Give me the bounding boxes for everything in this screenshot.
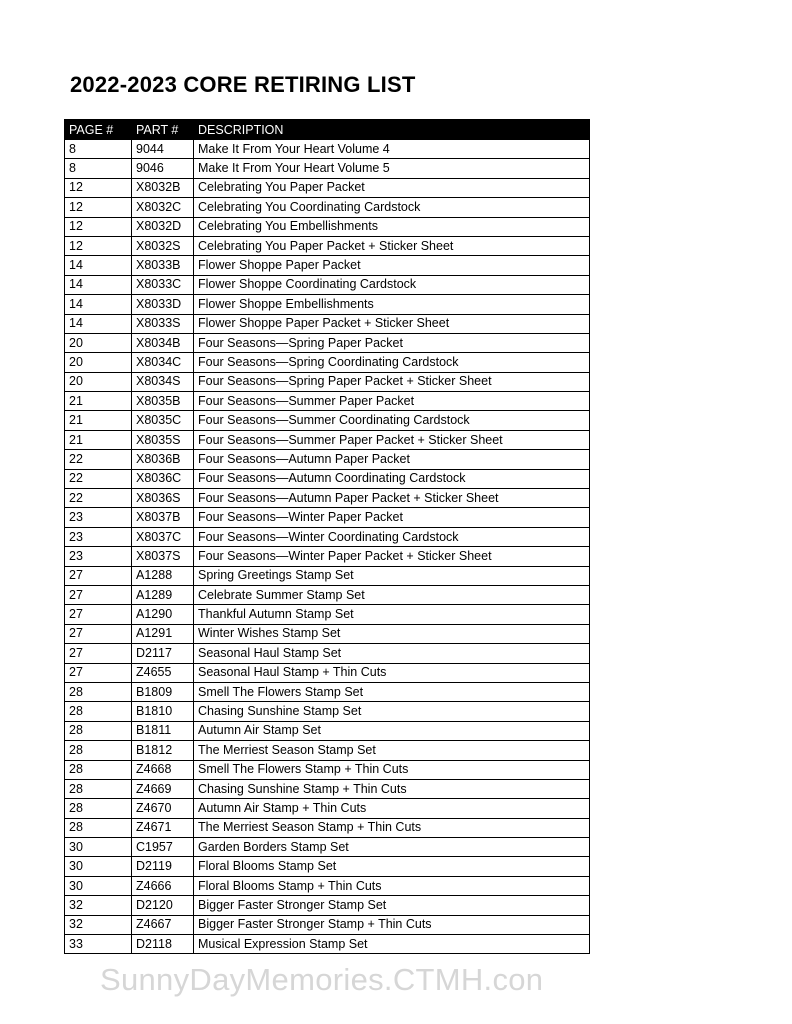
cell-description: Four Seasons—Autumn Paper Packet + Sticker Sheet bbox=[194, 489, 590, 508]
cell-page: 28 bbox=[65, 818, 132, 837]
cell-description: Make It From Your Heart Volume 5 bbox=[194, 159, 590, 178]
cell-page: 23 bbox=[65, 508, 132, 527]
cell-description: Four Seasons—Autumn Coordinating Cardstock bbox=[194, 469, 590, 488]
table-row bbox=[65, 217, 590, 236]
cell-page: 27 bbox=[65, 566, 132, 585]
table-row bbox=[65, 392, 590, 411]
cell-description: Smell The Flowers Stamp Set bbox=[194, 682, 590, 701]
cell-part: Z4668 bbox=[132, 760, 194, 779]
cell-description: Autumn Air Stamp Set bbox=[194, 721, 590, 740]
cell-part: X8035C bbox=[132, 411, 194, 430]
cell-page: 14 bbox=[65, 256, 132, 275]
cell-page: 28 bbox=[65, 779, 132, 798]
cell-part: D2118 bbox=[132, 935, 194, 954]
table-row bbox=[65, 469, 590, 488]
cell-page: 28 bbox=[65, 721, 132, 740]
table-row bbox=[65, 256, 590, 275]
cell-description: Bigger Faster Stronger Stamp + Thin Cuts bbox=[194, 915, 590, 934]
cell-description: Four Seasons—Winter Paper Packet + Sticker Sheet bbox=[194, 547, 590, 566]
table-row bbox=[65, 799, 590, 818]
table-row bbox=[65, 178, 590, 197]
table-row bbox=[65, 353, 590, 372]
cell-description: Spring Greetings Stamp Set bbox=[194, 566, 590, 585]
cell-page: 33 bbox=[65, 935, 132, 954]
cell-part: 9046 bbox=[132, 159, 194, 178]
table-row bbox=[65, 372, 590, 391]
cell-part: X8037B bbox=[132, 508, 194, 527]
cell-part: X8035S bbox=[132, 430, 194, 449]
table-row bbox=[65, 489, 590, 508]
table-row bbox=[65, 702, 590, 721]
cell-page: 30 bbox=[65, 876, 132, 895]
cell-description: Four Seasons—Summer Paper Packet + Sticker Sheet bbox=[194, 430, 590, 449]
cell-description: The Merriest Season Stamp Set bbox=[194, 741, 590, 760]
cell-page: 28 bbox=[65, 741, 132, 760]
cell-description: Celebrating You Paper Packet + Sticker Sheet bbox=[194, 236, 590, 255]
cell-description: The Merriest Season Stamp + Thin Cuts bbox=[194, 818, 590, 837]
cell-part: B1811 bbox=[132, 721, 194, 740]
column-header-page: PAGE # bbox=[65, 120, 132, 140]
cell-part: Z4667 bbox=[132, 915, 194, 934]
cell-description: Four Seasons—Spring Paper Packet + Sticker Sheet bbox=[194, 372, 590, 391]
cell-page: 20 bbox=[65, 372, 132, 391]
cell-page: 23 bbox=[65, 527, 132, 546]
cell-description: Four Seasons—Winter Paper Packet bbox=[194, 508, 590, 527]
cell-page: 28 bbox=[65, 682, 132, 701]
cell-page: 12 bbox=[65, 178, 132, 197]
table-row bbox=[65, 430, 590, 449]
cell-description: Flower Shoppe Paper Packet bbox=[194, 256, 590, 275]
cell-description: Chasing Sunshine Stamp + Thin Cuts bbox=[194, 779, 590, 798]
cell-page: 21 bbox=[65, 411, 132, 430]
cell-description: Four Seasons—Summer Coordinating Cardstock bbox=[194, 411, 590, 430]
cell-part: A1288 bbox=[132, 566, 194, 585]
header-row bbox=[65, 120, 590, 140]
table-row bbox=[65, 566, 590, 585]
cell-description: Flower Shoppe Coordinating Cardstock bbox=[194, 275, 590, 294]
table-row bbox=[65, 275, 590, 294]
cell-description: Celebrate Summer Stamp Set bbox=[194, 585, 590, 604]
cell-description: Four Seasons—Winter Coordinating Cardstock bbox=[194, 527, 590, 546]
cell-description: Autumn Air Stamp + Thin Cuts bbox=[194, 799, 590, 818]
cell-part: X8035B bbox=[132, 392, 194, 411]
cell-part: Z4666 bbox=[132, 876, 194, 895]
cell-page: 32 bbox=[65, 915, 132, 934]
cell-description: Smell The Flowers Stamp + Thin Cuts bbox=[194, 760, 590, 779]
table-row bbox=[65, 605, 590, 624]
cell-page: 14 bbox=[65, 295, 132, 314]
cell-page: 28 bbox=[65, 760, 132, 779]
cell-description: Thankful Autumn Stamp Set bbox=[194, 605, 590, 624]
cell-part: X8036C bbox=[132, 469, 194, 488]
cell-page: 14 bbox=[65, 314, 132, 333]
table-row bbox=[65, 314, 590, 333]
cell-description: Flower Shoppe Paper Packet + Sticker Sheet bbox=[194, 314, 590, 333]
cell-description: Celebrating You Paper Packet bbox=[194, 178, 590, 197]
table-body bbox=[65, 140, 590, 954]
cell-page: 32 bbox=[65, 896, 132, 915]
cell-page: 27 bbox=[65, 663, 132, 682]
cell-page: 27 bbox=[65, 644, 132, 663]
cell-description: Chasing Sunshine Stamp Set bbox=[194, 702, 590, 721]
cell-description: Four Seasons—Summer Paper Packet bbox=[194, 392, 590, 411]
cell-page: 30 bbox=[65, 857, 132, 876]
cell-part: X8033B bbox=[132, 256, 194, 275]
cell-page: 14 bbox=[65, 275, 132, 294]
cell-page: 12 bbox=[65, 198, 132, 217]
table-row bbox=[65, 236, 590, 255]
table-row bbox=[65, 547, 590, 566]
table-header bbox=[65, 120, 590, 140]
cell-page: 20 bbox=[65, 333, 132, 352]
cell-part: A1290 bbox=[132, 605, 194, 624]
cell-page: 28 bbox=[65, 702, 132, 721]
cell-part: X8033D bbox=[132, 295, 194, 314]
table-row bbox=[65, 527, 590, 546]
cell-description: Celebrating You Coordinating Cardstock bbox=[194, 198, 590, 217]
cell-part: X8033S bbox=[132, 314, 194, 333]
table-row bbox=[65, 140, 590, 159]
cell-page: 22 bbox=[65, 489, 132, 508]
page-title: 2022-2023 CORE RETIRING LIST bbox=[70, 72, 416, 97]
cell-page: 8 bbox=[65, 159, 132, 178]
cell-page: 27 bbox=[65, 585, 132, 604]
cell-part: Z4669 bbox=[132, 779, 194, 798]
cell-page: 30 bbox=[65, 838, 132, 857]
cell-part: X8034C bbox=[132, 353, 194, 372]
table-row bbox=[65, 896, 590, 915]
cell-part: Z4671 bbox=[132, 818, 194, 837]
cell-page: 22 bbox=[65, 450, 132, 469]
cell-part: B1810 bbox=[132, 702, 194, 721]
table-row bbox=[65, 333, 590, 352]
cell-page: 21 bbox=[65, 392, 132, 411]
table-row bbox=[65, 760, 590, 779]
table-row bbox=[65, 585, 590, 604]
cell-part: X8034B bbox=[132, 333, 194, 352]
cell-description: Floral Blooms Stamp + Thin Cuts bbox=[194, 876, 590, 895]
cell-part: B1812 bbox=[132, 741, 194, 760]
table-row bbox=[65, 818, 590, 837]
cell-description: Floral Blooms Stamp Set bbox=[194, 857, 590, 876]
cell-description: Four Seasons—Spring Coordinating Cardstock bbox=[194, 353, 590, 372]
cell-part: X8032S bbox=[132, 236, 194, 255]
cell-description: Musical Expression Stamp Set bbox=[194, 935, 590, 954]
cell-description: Flower Shoppe Embellishments bbox=[194, 295, 590, 314]
cell-part: D2119 bbox=[132, 857, 194, 876]
table-row bbox=[65, 779, 590, 798]
cell-part: X8033C bbox=[132, 275, 194, 294]
cell-description: Winter Wishes Stamp Set bbox=[194, 624, 590, 643]
cell-part: X8034S bbox=[132, 372, 194, 391]
cell-part: A1289 bbox=[132, 585, 194, 604]
cell-part: X8032C bbox=[132, 198, 194, 217]
cell-page: 21 bbox=[65, 430, 132, 449]
table-row bbox=[65, 450, 590, 469]
column-header-description: DESCRIPTION bbox=[194, 120, 590, 140]
cell-description: Celebrating You Embellishments bbox=[194, 217, 590, 236]
cell-part: A1291 bbox=[132, 624, 194, 643]
cell-page: 28 bbox=[65, 799, 132, 818]
table-row bbox=[65, 411, 590, 430]
table-row bbox=[65, 159, 590, 178]
cell-part: X8036B bbox=[132, 450, 194, 469]
cell-part: Z4670 bbox=[132, 799, 194, 818]
cell-page: 20 bbox=[65, 353, 132, 372]
cell-page: 27 bbox=[65, 624, 132, 643]
cell-part: 9044 bbox=[132, 140, 194, 159]
table-row bbox=[65, 741, 590, 760]
cell-description: Four Seasons—Spring Paper Packet bbox=[194, 333, 590, 352]
cell-part: X8032D bbox=[132, 217, 194, 236]
cell-part: Z4655 bbox=[132, 663, 194, 682]
cell-description: Seasonal Haul Stamp + Thin Cuts bbox=[194, 663, 590, 682]
cell-part: X8037S bbox=[132, 547, 194, 566]
cell-description: Four Seasons—Autumn Paper Packet bbox=[194, 450, 590, 469]
cell-part: D2120 bbox=[132, 896, 194, 915]
cell-description: Garden Borders Stamp Set bbox=[194, 838, 590, 857]
table-row bbox=[65, 644, 590, 663]
cell-description: Seasonal Haul Stamp Set bbox=[194, 644, 590, 663]
table-row bbox=[65, 198, 590, 217]
cell-part: X8037C bbox=[132, 527, 194, 546]
table-row bbox=[65, 663, 590, 682]
cell-page: 12 bbox=[65, 217, 132, 236]
table-row bbox=[65, 295, 590, 314]
cell-page: 23 bbox=[65, 547, 132, 566]
cell-page: 22 bbox=[65, 469, 132, 488]
cell-page: 8 bbox=[65, 140, 132, 159]
cell-page: 12 bbox=[65, 236, 132, 255]
table-row bbox=[65, 624, 590, 643]
watermark: SunnyDayMemories.CTMH.con bbox=[100, 962, 544, 997]
cell-description: Make It From Your Heart Volume 4 bbox=[194, 140, 590, 159]
table-row bbox=[65, 915, 590, 934]
table-row bbox=[65, 935, 590, 954]
cell-part: C1957 bbox=[132, 838, 194, 857]
retiring-list-table bbox=[64, 119, 590, 954]
cell-part: X8036S bbox=[132, 489, 194, 508]
column-header-part: PART # bbox=[132, 120, 194, 140]
cell-part: B1809 bbox=[132, 682, 194, 701]
table-row bbox=[65, 857, 590, 876]
cell-description: Bigger Faster Stronger Stamp Set bbox=[194, 896, 590, 915]
table-row bbox=[65, 682, 590, 701]
cell-part: X8032B bbox=[132, 178, 194, 197]
table-row bbox=[65, 876, 590, 895]
table-row bbox=[65, 508, 590, 527]
table-row bbox=[65, 838, 590, 857]
cell-page: 27 bbox=[65, 605, 132, 624]
table-row bbox=[65, 721, 590, 740]
cell-part: D2117 bbox=[132, 644, 194, 663]
